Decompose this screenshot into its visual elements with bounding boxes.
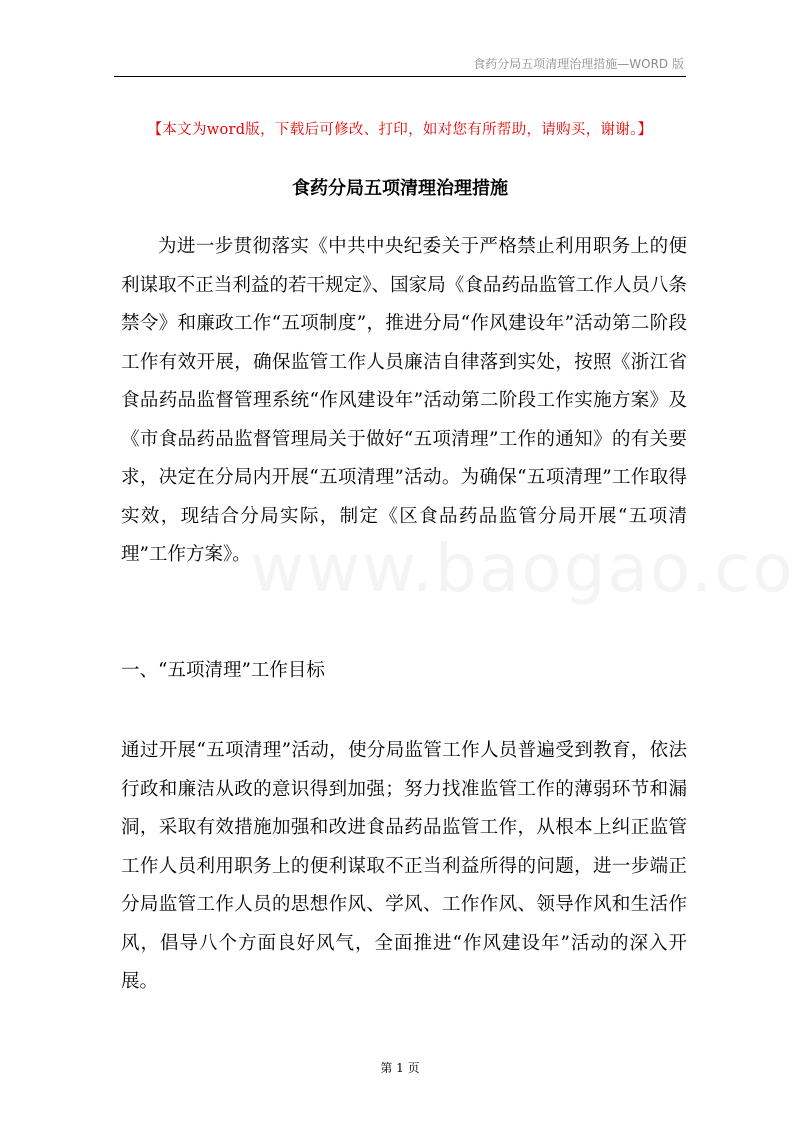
download-notice: 【本文为word版，下载后可修改、打印，如对您有所帮助，请购买，谢谢。】	[147, 122, 653, 138]
page-number: 第 1 页	[380, 1061, 420, 1075]
running-header: 食药分局五项清理治理措施—WORD 版	[473, 57, 684, 71]
goal-paragraph: 通过开展“五项清理”活动，使分局监管工作人员普遍受到教育，依法行政和廉洁从政的意识得到加强；努力找准监管工作的薄弱环节和漏洞，采取有效措施加强和改进食品药品监管工作，从根本上纠正监管工作人员利用职务上的便利谋取不正当利益所得的问题，进一步端正分局监管工作人员的思想作风、学风、工作作风、领导作风和生活作风，倡导八个方面良好风气，全面推进“作风建设年”活动的深入开展。	[121, 740, 687, 992]
document-title: 食药分局五项清理治理措施	[292, 178, 508, 199]
intro-paragraph: 为进一步贯彻落实《中共中央纪委关于严格禁止利用职务上的便利谋取不正当利益的若干规定》、国家局《食品药品监管工作人员八条禁令》和廉政工作“五项制度”，推进分局“作风建设年”活动第二阶段工作有效开展，确保监管工作人员廉洁自律落到实处，按照《浙江省食品药品监督管理系统“作风建设年”活动第二阶段工作实施方案》及《市食品药品监督管理局关于做好“五项清理”工作的通知》的有关要求，决定在分局内开展“五项清理”活动。为确保“五项清理”工作取得实效，现结合分局实际，制定《区食品药品监管分局开展“五项清理”工作方案》。	[121, 236, 687, 565]
section-heading: 一、“五项清理”工作目标	[121, 660, 325, 681]
header-divider	[114, 76, 686, 77]
